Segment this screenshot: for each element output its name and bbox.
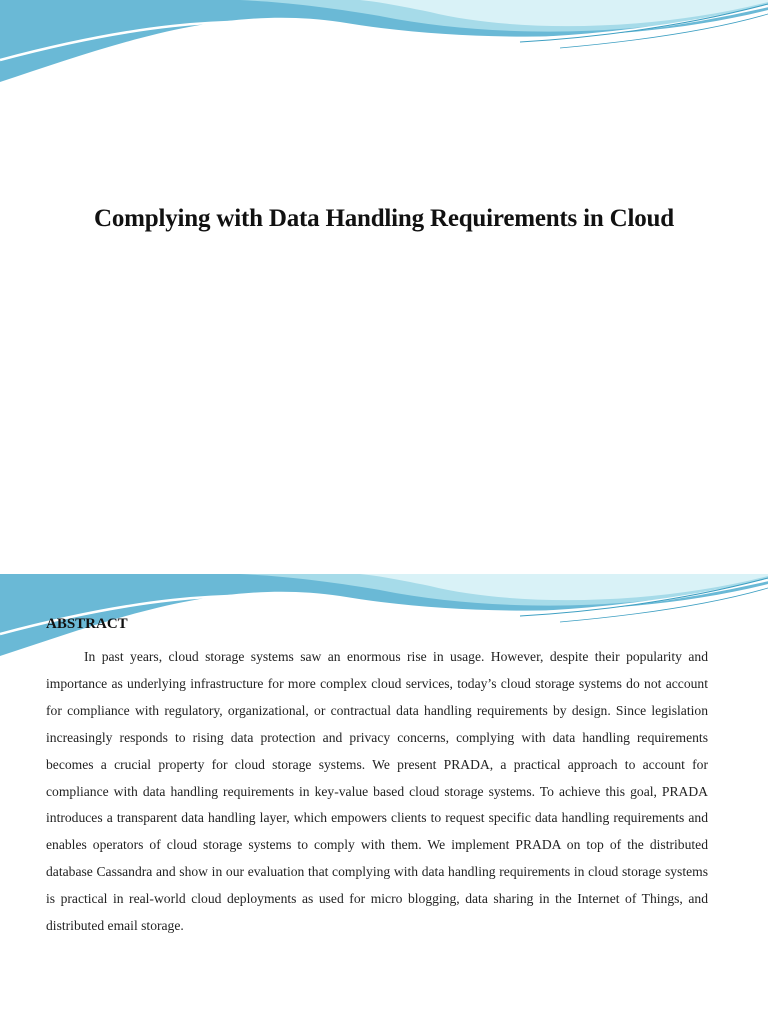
slide-title: Complying with Data Handling Requirements in Cloud — [94, 205, 674, 232]
abstract-heading: ABSTRACT — [46, 616, 128, 632]
abstract-slide — [0, 574, 768, 1024]
wave-banner — [0, 0, 768, 90]
abstract-body: In past years, cloud storage systems saw an enormous rise in usage. However, despite their popularity and importance as underlying infrastructure for more complex cloud services, today’s cloud storage systems do not account for compliance with regulatory, organizational, or contractual data handling requirements by design. Since legislation increasingly responds to rising data protection and privacy concerns, complying with data handling requirements becomes a crucial property for cloud storage systems. We present PRADA, a practical approach to account for compliance with data handling requirements in key-value based cloud storage systems. To achieve this goal, PRADA introduces a transparent data handling layer, which empowers clients to request specific data handling requirements and enables operators of cloud storage systems to comply with them. We implement PRADA on top of the distributed database Cassandra and show in our evaluation that complying with data handling requirements in cloud storage systems is practical in real-world cloud deployments as used for micro blogging, data sharing in the Internet of Things, and distributed email storage. — [46, 649, 708, 934]
